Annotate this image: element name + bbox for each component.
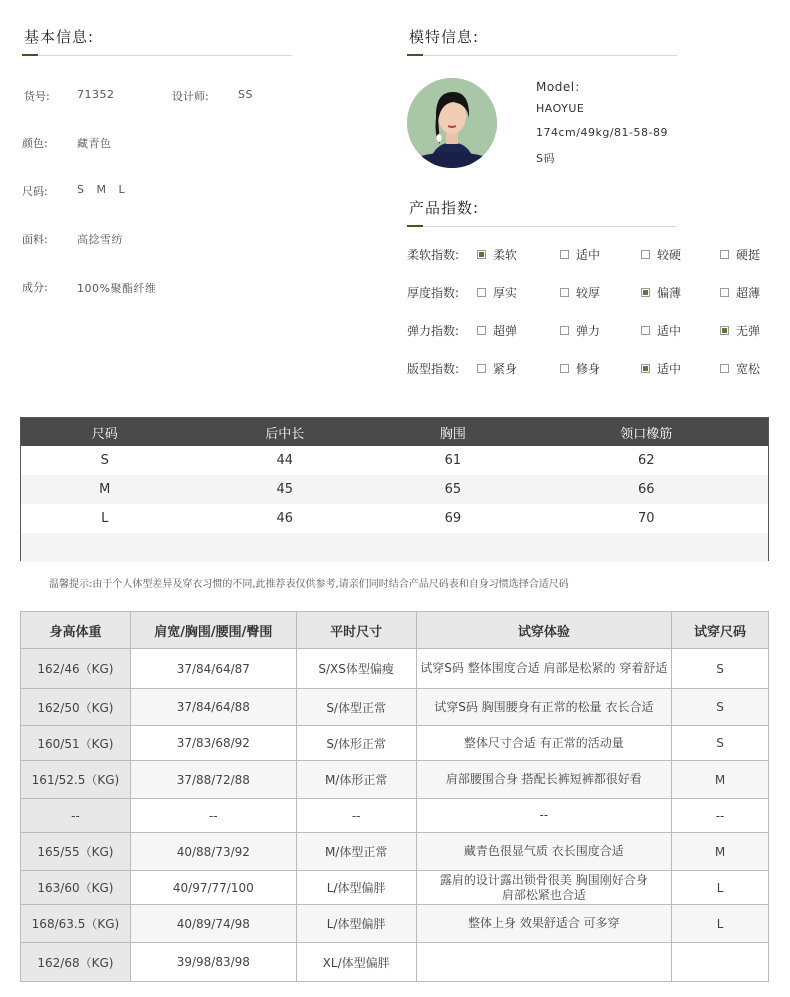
table-cell: L [672,871,769,905]
product-index-divider [407,226,677,227]
table-cell: S/体型正常 [296,689,416,726]
sku-label: 货号: [24,90,50,103]
trial-table [20,611,769,982]
table-row [21,905,769,943]
table-cell: 藏青色很显气质 衣长围度合适 [416,833,672,871]
checkbox-icon[interactable] [477,364,486,373]
index-option[interactable] [560,360,600,377]
index-label: 厚度指数: [407,286,460,300]
table-row [21,726,769,761]
checkbox-icon[interactable] [560,364,569,373]
size-header-size: 尺码 [91,426,118,442]
table-cell [416,943,672,982]
table-cell: L/体型偏胖 [296,905,416,943]
table-cell: 168/63.5（KG) [21,905,131,943]
table-row [21,689,769,726]
index-label: 弹力指数: [407,324,460,338]
size-table [20,417,769,561]
index-label: 版型指数: [407,362,460,376]
size-cell: 44 [276,453,294,468]
index-option-label: 宽松 [736,362,761,376]
table-cell: 40/89/74/98 [130,905,296,943]
table-cell: S [672,649,769,689]
index-option[interactable] [477,322,517,339]
checkbox-icon[interactable] [641,326,650,335]
table-cell: 165/55（KG) [21,833,131,871]
checkbox-checked-icon[interactable] [477,250,486,259]
size-tip: 温馨提示:由于个人体型差异及穿衣习惯的不同,此推荐表仅供参考,请亲们同时结合产品尺码表和自身习惯选择合适尺码 [49,579,569,590]
table-cell: S [672,726,769,761]
color-label: 颜色: [22,137,48,150]
table-row [21,475,768,504]
table-row [21,799,769,833]
index-option-label: 偏薄 [657,286,682,300]
index-option[interactable] [720,284,760,301]
table-cell: M [672,761,769,799]
model-measurements: 174cm/49kg/81-58-89 [536,126,668,139]
table-cell: 161/52.5（KG) [21,761,131,799]
index-option-label: 弹力 [576,324,601,338]
table-cell: S/体形正常 [296,726,416,761]
index-option[interactable] [720,322,760,339]
fabric-label: 面料: [22,233,48,246]
index-label: 柔软指数: [407,248,460,262]
table-cell: -- [21,799,131,833]
index-option[interactable] [641,284,681,301]
index-option-label: 修身 [576,362,601,376]
table-cell: L [672,905,769,943]
basic-info-title: 基本信息: [24,28,95,46]
checkbox-icon[interactable] [560,288,569,297]
table-cell: 整体尺寸合适 有正常的活动量 [416,726,672,761]
model-info-title: 模特信息: [409,28,480,46]
table-cell: 162/68（KG) [21,943,131,982]
table-cell: 37/84/64/88 [130,689,296,726]
size-cell: 65 [444,482,462,497]
index-option[interactable] [477,246,517,263]
index-option[interactable] [641,322,681,339]
table-cell: 162/50（KG) [21,689,131,726]
index-option[interactable] [477,360,517,377]
model-label: Model： [536,80,588,94]
index-option-label: 较厚 [576,286,601,300]
table-cell: M/体型正常 [296,833,416,871]
index-option-label: 适中 [576,248,601,262]
index-option-label: 适中 [657,324,682,338]
table-cell: 37/88/72/88 [130,761,296,799]
trial-header-usual-size: 平时尺寸 [296,612,416,649]
index-option[interactable] [560,246,600,263]
table-cell: 160/51（KG) [21,726,131,761]
size-header-back-length: 后中长 [265,426,305,442]
index-option-label: 硬挺 [736,248,761,262]
table-cell: 39/98/83/98 [130,943,296,982]
size-label: 尺码: [22,185,48,198]
index-option-label: 厚实 [493,286,518,300]
table-row [21,446,768,475]
table-cell: 37/84/64/87 [130,649,296,689]
size-cell: 61 [444,453,462,468]
table-row [21,504,768,533]
composition-label: 成分: [22,281,48,294]
index-option-label: 超弹 [493,324,518,338]
index-option[interactable] [477,284,517,301]
index-option-label: 紧身 [493,362,518,376]
checkbox-icon[interactable] [560,326,569,335]
sku-value: 71352 [77,88,115,101]
table-cell [672,943,769,982]
index-option-label: 较硬 [657,248,682,262]
table-cell: 162/46（KG) [21,649,131,689]
table-cell: S [672,689,769,726]
index-option-label: 超薄 [736,286,761,300]
table-cell: -- [416,799,672,833]
trial-header-trial-size: 试穿尺码 [672,612,769,649]
checkbox-icon[interactable] [720,288,729,297]
table-row-empty [21,533,768,562]
table-cell: -- [130,799,296,833]
designer-value: SS [238,88,253,101]
checkbox-icon[interactable] [560,250,569,259]
size-cell: 46 [276,511,294,526]
table-cell: -- [296,799,416,833]
checkbox-checked-icon[interactable] [641,288,650,297]
model-name: HAOYUE [536,102,585,115]
table-cell: M [672,833,769,871]
table-row [21,871,769,905]
table-cell: 露肩的设计露出锁骨很美 胸围刚好合身 肩部松紧也合适 [416,871,672,905]
basic-info-divider [22,55,292,56]
table-cell: 肩部腰围合身 搭配长裤短裤都很好看 [416,761,672,799]
size-cell: 66 [638,482,655,497]
product-index-title: 产品指数: [409,199,480,217]
index-option-label: 柔软 [493,248,518,262]
size-cell: 45 [276,482,294,497]
table-cell: S/XS体型偏瘦 [296,649,416,689]
table-cell: 163/60（KG) [21,871,131,905]
trial-table-header [21,612,769,649]
table-cell: 试穿S码 整体围度合适 肩部是松紧的 穿着舒适 [416,649,672,689]
checkbox-checked-icon[interactable] [720,326,729,335]
designer-label: 设计师: [172,90,209,103]
size-header-neckline: 领口橡筋 [620,426,673,442]
index-option[interactable] [641,360,681,377]
model-info-divider [407,55,677,56]
size-cell: M [99,482,111,497]
table-cell: 整体上身 效果舒适合 可多穿 [416,905,672,943]
index-option[interactable] [641,246,681,263]
index-option-label: 适中 [657,362,682,376]
index-option[interactable] [720,360,760,377]
size-value: S M L [77,183,126,196]
table-cell: 37/83/68/92 [130,726,296,761]
composition-value: 100%聚酯纤维 [77,282,157,295]
color-value: 藏青色 [77,137,112,150]
checkbox-icon[interactable] [477,326,486,335]
checkbox-icon[interactable] [720,364,729,373]
table-cell: XL/体型偏胖 [296,943,416,982]
index-option[interactable] [720,246,760,263]
table-row [21,833,769,871]
checkbox-icon[interactable] [720,250,729,259]
size-cell: 70 [638,511,655,526]
size-cell: 69 [444,511,462,526]
table-cell: L/体型偏胖 [296,871,416,905]
model-size: S码 [536,152,555,165]
fabric-value: 高捻雪纺 [77,233,123,246]
size-cell: S [100,453,109,468]
table-row [21,943,769,982]
trial-header-measurements: 肩宽/胸围/腰围/臀围 [130,612,296,649]
size-cell: 62 [638,453,655,468]
trial-header-height-weight: 身高体重 [21,612,131,649]
index-option[interactable] [560,284,600,301]
index-option[interactable] [560,322,600,339]
table-cell: -- [672,799,769,833]
trial-header-experience: 试穿体验 [416,612,672,649]
size-header-bust: 胸围 [439,426,466,442]
size-table-header [21,418,768,446]
checkbox-icon[interactable] [477,288,486,297]
table-cell: 40/88/73/92 [130,833,296,871]
table-cell: 40/97/77/100 [130,871,296,905]
model-avatar [407,78,497,168]
table-row [21,649,769,689]
index-option-label: 无弹 [736,324,761,338]
table-cell: 试穿S码 胸围腰身有正常的松量 衣长合适 [416,689,672,726]
size-cell: L [101,511,109,526]
table-cell: M/体形正常 [296,761,416,799]
table-row [21,761,769,799]
checkbox-icon[interactable] [641,250,650,259]
checkbox-checked-icon[interactable] [641,364,650,373]
